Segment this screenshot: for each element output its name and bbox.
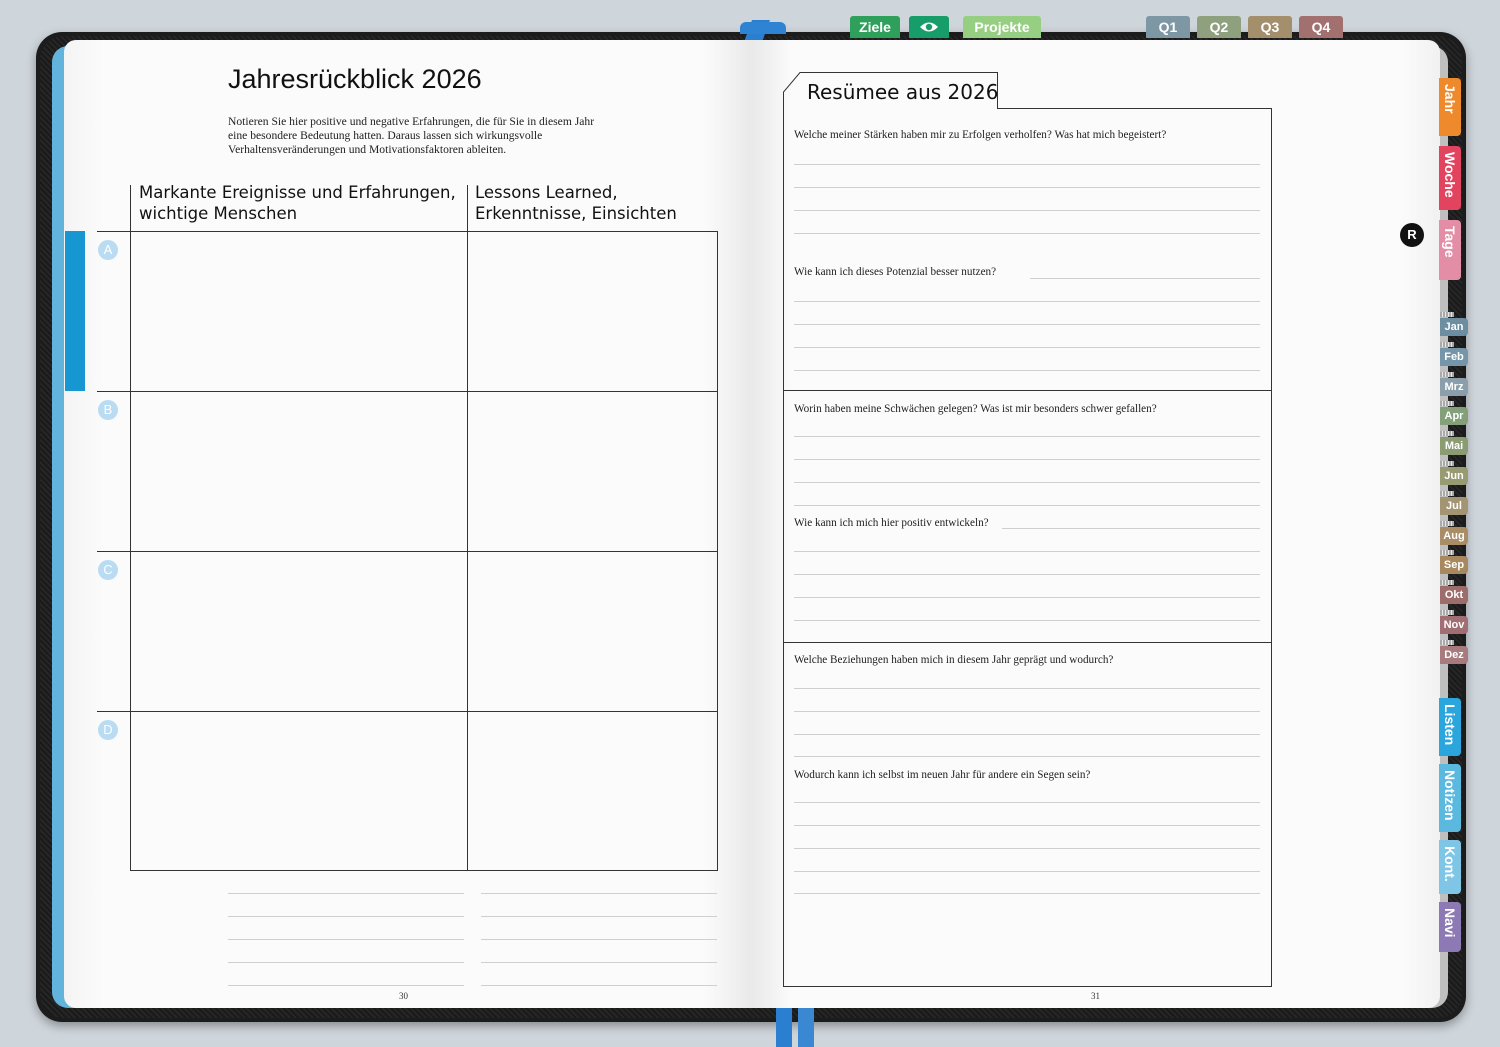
row-label-c: C: [98, 560, 118, 580]
writing-line[interactable]: [794, 848, 1260, 849]
writing-line[interactable]: [794, 233, 1260, 234]
side-tab-listen[interactable]: [1439, 698, 1461, 756]
side-tab-woche-label: Woche: [1442, 152, 1458, 198]
writing-line[interactable]: [228, 962, 464, 963]
month-tab-aug[interactable]: Aug: [1440, 527, 1468, 545]
month-tab-jan[interactable]: Jan: [1440, 318, 1468, 336]
bookmark-ribbon-bottom-1[interactable]: [776, 1006, 792, 1047]
tab-q4-label: Q4: [1311, 19, 1331, 35]
bookmark-ribbon-loop: [740, 22, 786, 34]
cell-c-events[interactable]: [131, 552, 467, 711]
writing-line[interactable]: [794, 370, 1260, 371]
cell-a-lessons[interactable]: [468, 232, 717, 391]
page-title-right: Resümee aus 2026: [807, 80, 999, 104]
month-tab-apr[interactable]: Apr: [1440, 407, 1468, 425]
page-number-right: 31: [1091, 991, 1100, 1001]
month-tab-strip: [1440, 431, 1454, 436]
tab-q3-label: Q3: [1260, 19, 1280, 35]
side-tab-woche[interactable]: [1439, 146, 1461, 210]
cell-a-events[interactable]: [131, 232, 467, 391]
month-tab-mrz[interactable]: Mrz: [1440, 378, 1468, 396]
month-tab-strip: [1440, 521, 1454, 526]
writing-line[interactable]: [228, 985, 464, 986]
active-row-marker: [65, 231, 85, 391]
row-label-d: D: [98, 720, 118, 740]
cell-b-lessons[interactable]: [468, 392, 717, 551]
side-tab-tage[interactable]: [1439, 220, 1461, 280]
question-2: Wie kann ich dieses Potenzial besser nutzen?: [794, 266, 997, 278]
question-1: Welche meiner Stärken haben mir zu Erfolgen verholfen? Was hat mich begeistert?: [794, 129, 1167, 141]
writing-line[interactable]: [794, 620, 1260, 621]
writing-line[interactable]: [794, 688, 1260, 689]
side-tab-jahr-label: Jahr: [1442, 84, 1458, 114]
row-label-a: A: [98, 240, 118, 260]
month-tab-strip: [1440, 550, 1454, 555]
writing-line[interactable]: [794, 574, 1260, 575]
tab-q4[interactable]: [1299, 16, 1343, 38]
page-number-left: 30: [399, 991, 408, 1001]
writing-line[interactable]: [1030, 278, 1260, 279]
question-3: Worin haben meine Schwächen gelegen? Was ist mir besonders schwer gefallen?: [794, 403, 1157, 415]
side-tab-navi-label: Navi: [1442, 908, 1458, 938]
cell-d-lessons[interactable]: [468, 712, 717, 870]
writing-line[interactable]: [794, 597, 1260, 598]
writing-line[interactable]: [794, 459, 1260, 460]
writing-line[interactable]: [794, 802, 1260, 803]
writing-line[interactable]: [794, 347, 1260, 348]
side-tab-jahr[interactable]: [1439, 78, 1461, 136]
writing-line[interactable]: [794, 711, 1260, 712]
writing-line[interactable]: [794, 825, 1260, 826]
intro-text: Notieren Sie hier positive und negative Erfahrungen, die für Sie in diesem Jahr eine besondere Bedeutung hatten. Daraus lassen sich wirkungsvolle Verhaltensveränderungen und Motivationsfaktoren ableiten.: [228, 115, 595, 156]
bookmark-ribbon-bottom-2[interactable]: [798, 1006, 814, 1047]
writing-line[interactable]: [794, 482, 1260, 483]
page-title-left: Jahresrückblick 2026: [228, 64, 482, 94]
side-tab-tage-label: Tage: [1442, 226, 1458, 258]
writing-line[interactable]: [481, 985, 717, 986]
month-tab-strip: [1440, 312, 1454, 317]
side-tab-notizen-label: Notizen: [1442, 770, 1458, 821]
tab-q1[interactable]: [1146, 16, 1190, 38]
month-tab-jun[interactable]: Jun: [1440, 467, 1468, 485]
month-tab-feb[interactable]: Feb: [1440, 348, 1468, 366]
column-header-lessons: Lessons Learned, Erkenntnisse, Einsichten: [475, 183, 677, 223]
writing-line[interactable]: [794, 210, 1260, 211]
column-header-events: Markante Ereignisse und Erfahrungen, wichtige Menschen: [139, 183, 456, 223]
table-rule: [130, 870, 718, 871]
writing-line[interactable]: [794, 756, 1260, 757]
month-tab-sep[interactable]: Sep: [1440, 556, 1468, 574]
month-tab-dez[interactable]: Dez: [1440, 646, 1468, 664]
writing-line[interactable]: [794, 871, 1260, 872]
writing-line[interactable]: [794, 324, 1260, 325]
writing-line[interactable]: [481, 893, 717, 894]
writing-line[interactable]: [794, 505, 1260, 506]
tab-q2[interactable]: [1197, 16, 1241, 38]
tab-q3[interactable]: [1248, 16, 1292, 38]
question-6: Wodurch kann ich selbst im neuen Jahr für andere ein Segen sein?: [794, 769, 1091, 781]
eye-icon: [919, 20, 939, 34]
side-tab-navi[interactable]: [1439, 902, 1461, 952]
month-tab-jul[interactable]: Jul: [1440, 497, 1468, 515]
month-tab-strip: [1440, 461, 1454, 466]
row-label-b: B: [98, 400, 118, 420]
month-tab-nov[interactable]: Nov: [1440, 616, 1468, 634]
month-tab-strip: [1440, 580, 1454, 585]
writing-line[interactable]: [228, 893, 464, 894]
tab-projekte[interactable]: [963, 16, 1041, 38]
writing-line[interactable]: [481, 916, 717, 917]
month-tab-okt[interactable]: Okt: [1440, 586, 1468, 604]
writing-line[interactable]: [794, 551, 1260, 552]
side-tab-kont-label: Kont.: [1442, 846, 1458, 882]
question-5: Welche Beziehungen haben mich in diesem Jahr geprägt und wodurch?: [794, 654, 1114, 666]
cell-d-events[interactable]: [131, 712, 467, 870]
month-tab-strip: [1440, 610, 1454, 615]
tab-ziele-label: Ziele: [859, 19, 891, 35]
writing-line[interactable]: [794, 436, 1260, 437]
side-tab-kont[interactable]: [1439, 840, 1461, 894]
writing-line[interactable]: [794, 893, 1260, 894]
tab-ziele[interactable]: [850, 16, 900, 38]
writing-line[interactable]: [794, 164, 1260, 165]
writing-line[interactable]: [228, 916, 464, 917]
writing-line[interactable]: [481, 939, 717, 940]
side-tab-notizen[interactable]: [1439, 764, 1461, 832]
writing-line[interactable]: [794, 187, 1260, 188]
tab-projekte-label: Projekte: [974, 19, 1030, 35]
writing-line[interactable]: [481, 962, 717, 963]
writing-line[interactable]: [794, 301, 1260, 302]
question-4: Wie kann ich mich hier positiv entwickeln?: [794, 517, 989, 529]
cell-c-lessons[interactable]: [468, 552, 717, 711]
tab-vision[interactable]: [909, 16, 949, 38]
writing-line[interactable]: [1002, 528, 1260, 529]
month-tab-strip: [1440, 372, 1454, 377]
writing-line[interactable]: [794, 734, 1260, 735]
tab-q1-label: Q1: [1158, 19, 1178, 35]
writing-line[interactable]: [228, 939, 464, 940]
month-tab-strip: [1440, 401, 1454, 406]
month-tab-strip: [1440, 640, 1454, 645]
cell-b-events[interactable]: [131, 392, 467, 551]
side-tab-listen-label: Listen: [1442, 704, 1458, 746]
month-tab-mai[interactable]: Mai: [1440, 437, 1468, 455]
tab-q2-label: Q2: [1209, 19, 1229, 35]
right-hand-marker: R: [1400, 223, 1424, 247]
month-tab-strip: [1440, 491, 1454, 496]
month-tab-strip: [1440, 342, 1454, 347]
